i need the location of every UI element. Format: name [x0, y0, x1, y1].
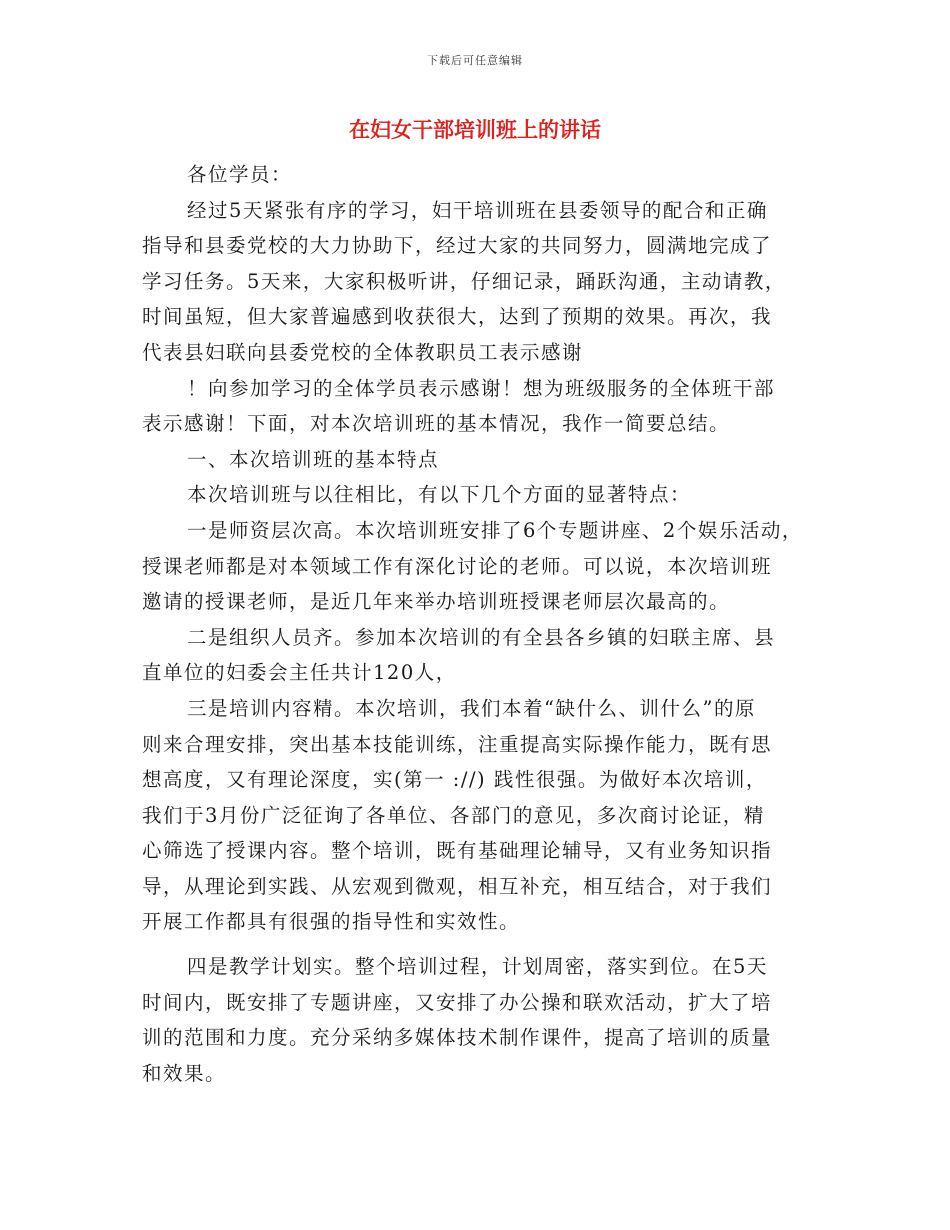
- paragraph-line: 代表县妇联向县委党校的全体教职员工表示感谢: [142, 340, 584, 364]
- paragraph-line: 心筛选了授课内容。整个培训，既有基础理论辅导，又有业务知识指: [142, 839, 773, 863]
- paragraph-line: 则来合理安排，突出基本技能训练，注重提高实际操作能力，既有思: [142, 732, 773, 756]
- paragraph-line: 指导和县委党校的大力协助下，经过大家的共同努力，圆满地完成了: [142, 234, 773, 258]
- paragraph-line: 授课老师都是对本领域工作有深化讨论的老师。可以说，本次培训班: [142, 554, 773, 578]
- page-header-note: 下载后可任意编辑: [427, 54, 523, 67]
- paragraph-line: 训的范围和力度。充分采纳多媒体技术制作课件，提高了培训的质量: [142, 1026, 773, 1050]
- paragraph-line: 四是教学计划实。整个培训过程，计划周密，落实到位。在5天: [187, 955, 768, 979]
- paragraph-line: 本次培训班与以往相比，有以下几个方面的显著特点：: [187, 483, 692, 507]
- paragraph-line: 导，从理论到实践、从宏观到微观，相互补充，相互结合，对于我们: [142, 874, 773, 898]
- paragraph-line: 和效果。: [142, 1061, 227, 1085]
- paragraph-line: 时间内，既安排了专题讲座，又安排了办公操和联欢活动，扩大了培: [142, 990, 773, 1014]
- paragraph-line: 邀请的授课老师，是近几年来举办培训班授课老师层次最高的。: [142, 590, 731, 614]
- paragraph-line: 时间虽短，但大家普遍感到收获很大，达到了预期的效果。再次，我: [142, 305, 773, 329]
- paragraph-line: 开展工作都具有很强的指导性和实效性。: [142, 910, 521, 934]
- document-title: 在妇女干部培训班上的讲话: [349, 118, 601, 142]
- paragraph-line: 学习任务。5天来，大家积极听讲，仔细记录，踊跃沟通，主动请教，: [142, 269, 786, 293]
- paragraph-line: 直单位的妇委会主任共计120人，: [142, 661, 457, 685]
- paragraph-line: 我们于3月份广泛征询了各单位、各部门的意见，多次商讨论证，精: [142, 803, 765, 827]
- paragraph-line: 二是组织人员齐。参加本次培训的有全县各乡镇的妇联主席、县: [187, 625, 776, 649]
- salutation: 各位学员：: [187, 163, 293, 186]
- section-heading: 一、本次培训班的基本特点: [187, 447, 440, 471]
- paragraph-line: ！向参加学习的全体学员表示感谢！想为班级服务的全体班干部: [187, 376, 776, 400]
- document-body: [142, 157, 802, 1091]
- paragraph-line: 想高度，又有理论深度，实(第一 ://) 践性很强。为做好本次培训，: [142, 768, 767, 792]
- paragraph-line: 一是师资层次高。本次培训班安排了6个专题讲座、2个娱乐活动，: [187, 518, 803, 542]
- paragraph-line: 三是培训内容精。本次培训，我们本着“缺什么、训什么”的原: [187, 696, 756, 720]
- paragraph-line: 表示感谢！下面，对本次培训班的基本情况，我作一简要总结。: [142, 412, 731, 436]
- paragraph-line: 经过5天紧张有序的学习，妇干培训班在县委领导的配合和正确: [187, 198, 768, 222]
